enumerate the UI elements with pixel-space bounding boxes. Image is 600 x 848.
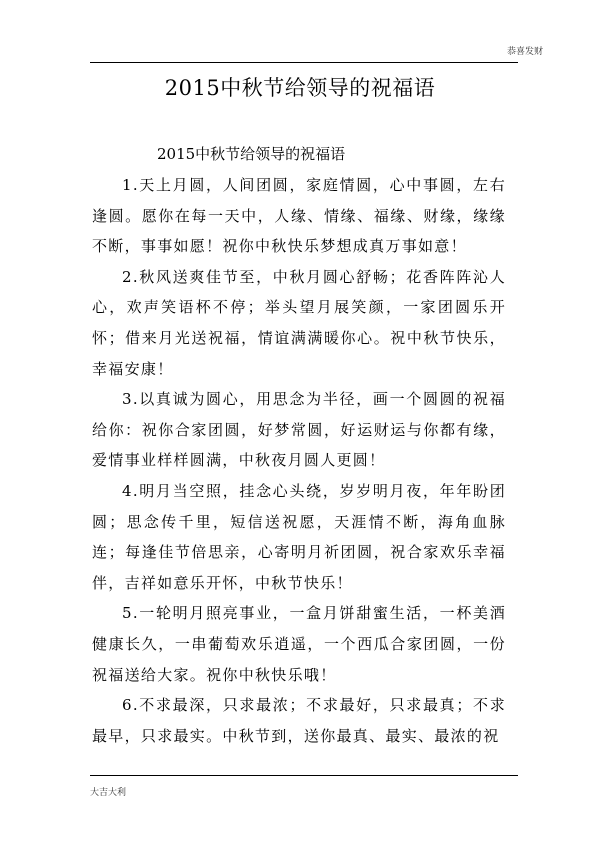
- paragraph-3: 3.以真诚为圆心，用思念为半径，画一个圆圆的祝福给你：祝你合家团圆，好梦常圆，好运财运与你都有缘，爱情事业样样圆满，中秋夜月圆人更圆！: [92, 390, 506, 470]
- paragraph-5: 5.一轮明月照亮事业，一盒月饼甜蜜生活，一杯美酒健康长久，一串葡萄欢乐逍遥，一个西瓜合家团圆，一份祝福送给大家。祝你中秋快乐哦！: [92, 604, 506, 684]
- header-divider: [90, 62, 518, 63]
- document-title: 2015中秋节给领导的祝福语: [164, 76, 436, 100]
- paragraph-2: 2.秋风送爽佳节至，中秋月圆心舒畅；花香阵阵沁人心，欢声笑语杯不停；举头望月展笑颜，一家团圆乐开怀；借来月光送祝福，情谊满满暖你心。祝中秋节快乐，幸福安康！: [92, 267, 506, 378]
- header-text: 恭喜发财: [506, 47, 543, 57]
- footer-divider: [90, 775, 518, 776]
- paragraph-6: 6.不求最深，只求最浓；不求最好，只求最真；不求最早，只求最实。中秋节到，送你最真、最实、最浓的祝: [92, 696, 506, 745]
- paragraph-4: 4.明月当空照，挂念心头绕，岁岁明月夜，年年盼团圆；思念传千里，短信送祝愿，天涯情不断，海角血脉连；每逢佳节倍思亲，心寄明月祈团圆，祝合家欢乐幸福伴，吉祥如意乐开怀，中秋节快乐！: [92, 481, 506, 592]
- document-body: [92, 170, 506, 751]
- paragraph-1: 1.天上月圆，人间团圆，家庭情圆，心中事圆，左右逢圆。愿你在每一天中，人缘、情缘、福缘、财缘，缘缘不断，事事如愿！祝你中秋快乐梦想成真万事如意！: [92, 176, 506, 256]
- footer-text: 大吉大利: [90, 788, 127, 798]
- document-subtitle: 2015中秋节给领导的祝福语: [157, 145, 346, 163]
